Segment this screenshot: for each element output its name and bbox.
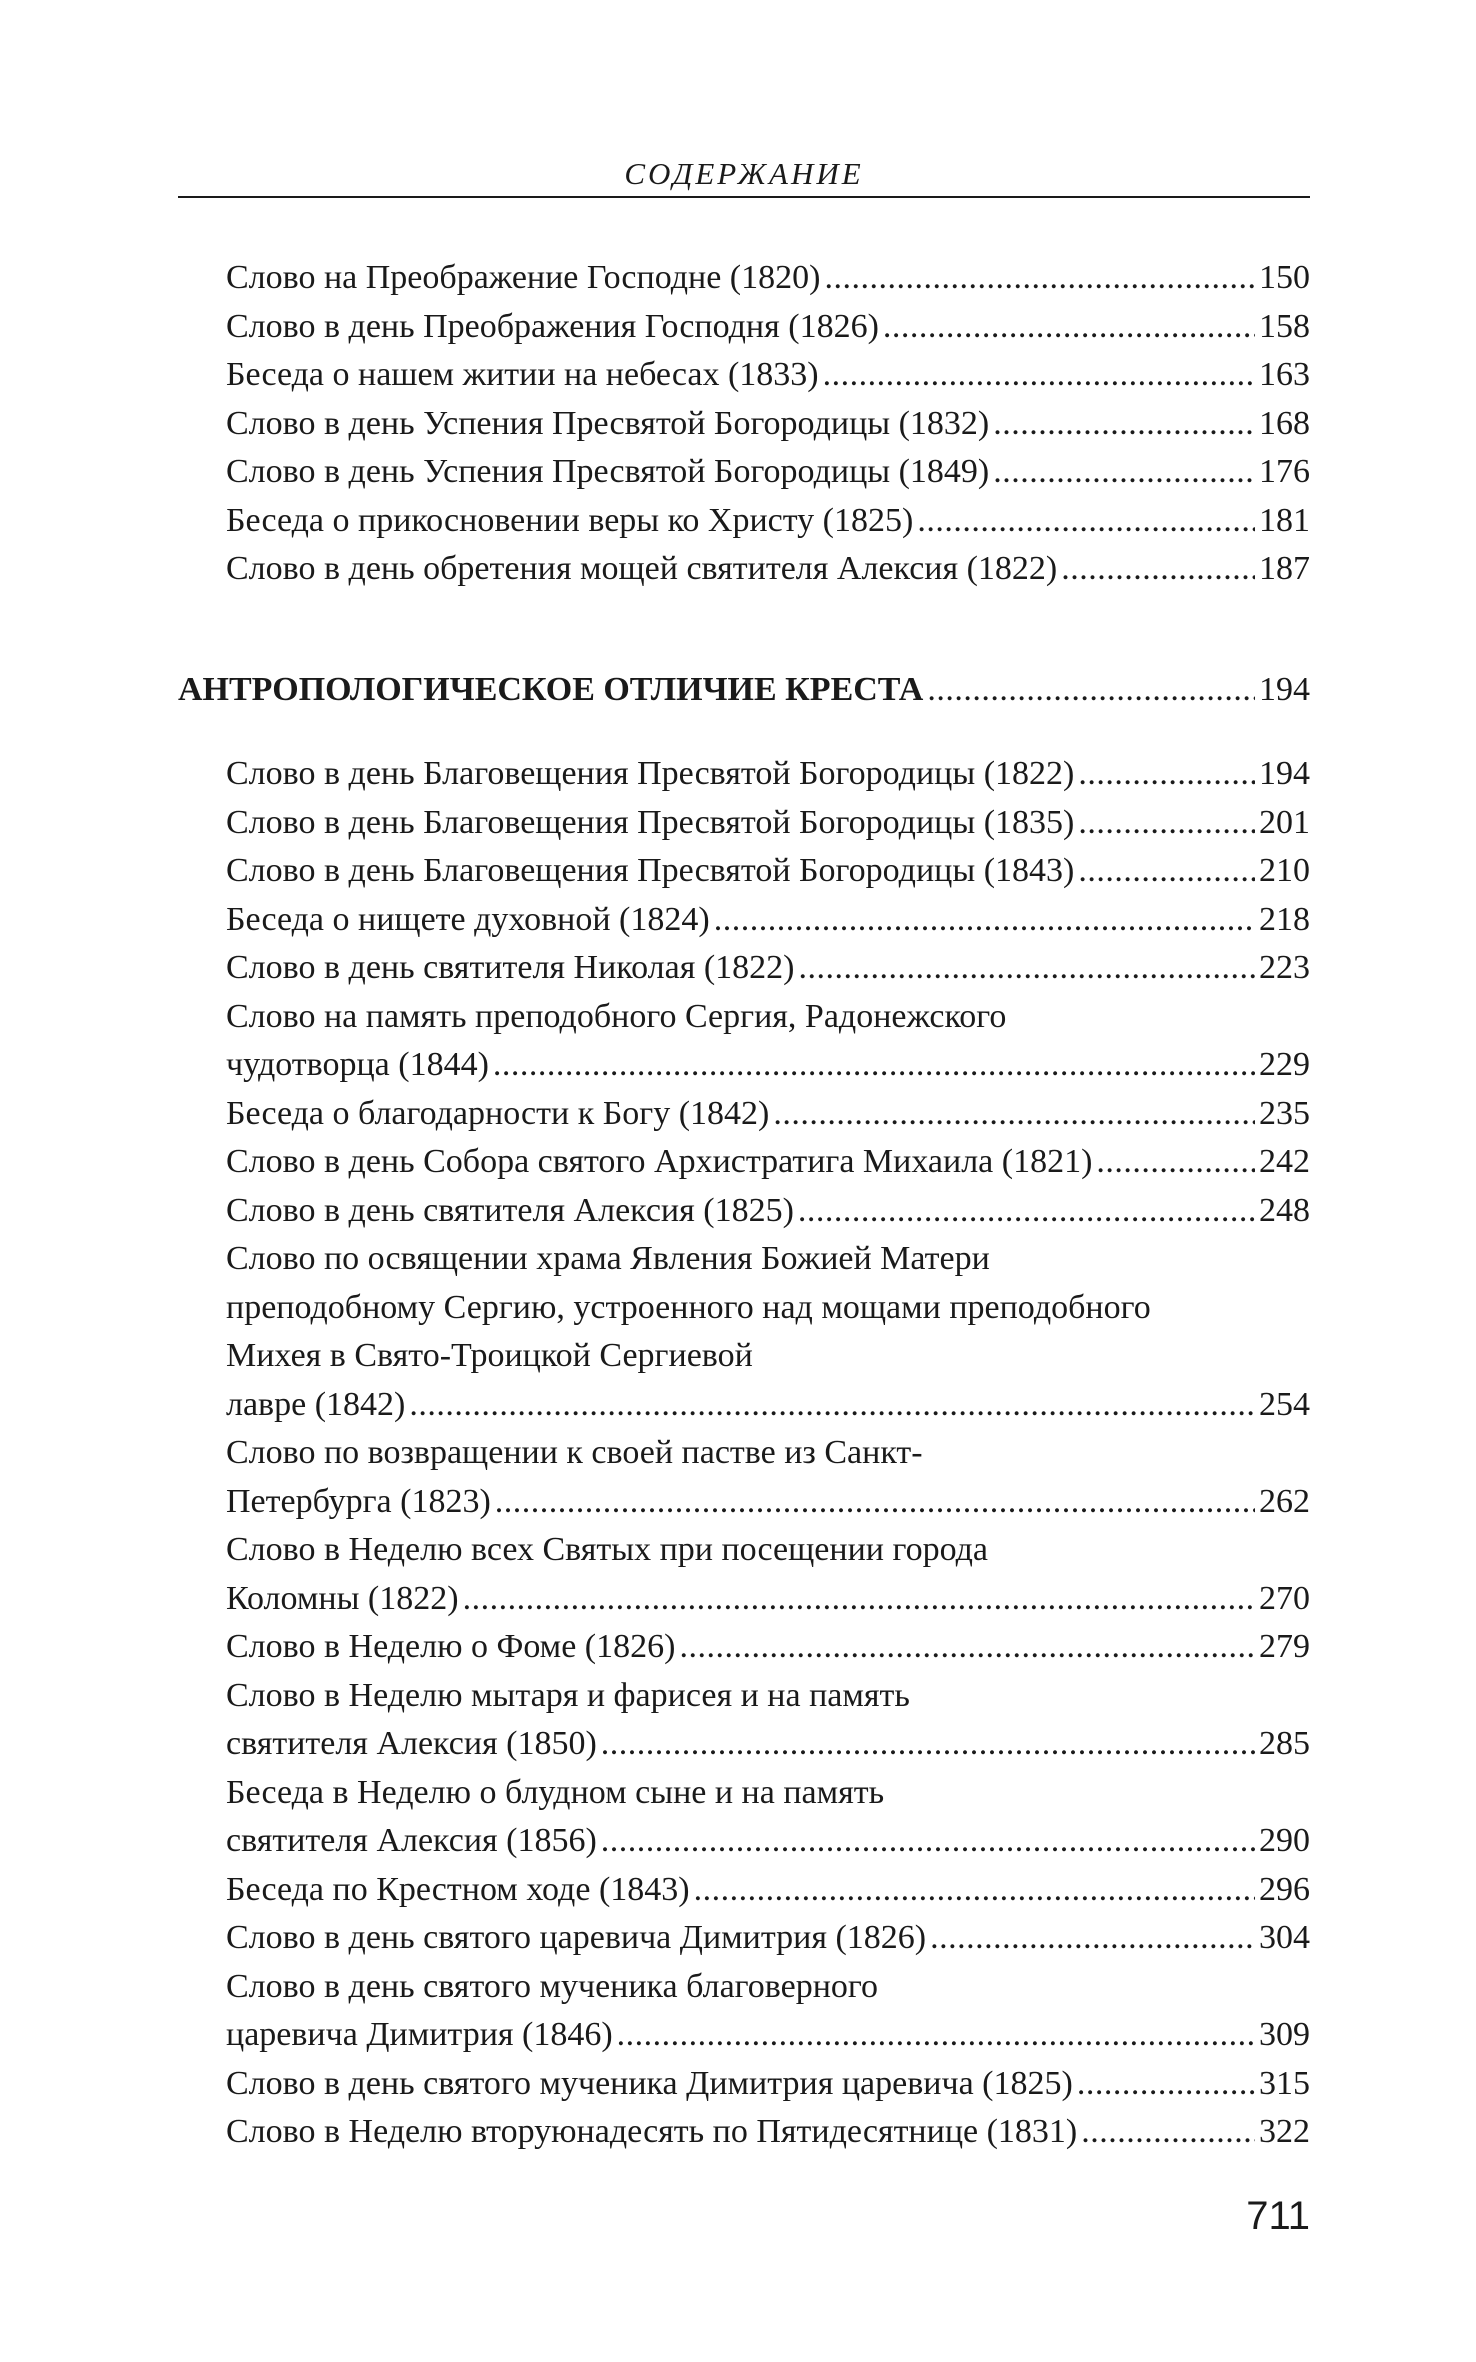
toc-entry bbox=[226, 750, 1310, 799]
toc-entry-last-line bbox=[226, 1720, 1310, 1769]
section-heading bbox=[178, 666, 1310, 714]
toc-entry-title-line: Слово в Неделю всех Святых при посещении города bbox=[226, 1531, 988, 1568]
toc-entry bbox=[226, 303, 1310, 352]
toc-entry-page: 163 bbox=[1259, 356, 1310, 393]
dot-leader bbox=[883, 303, 1255, 352]
toc-entry-title: Слово в день Успения Пресвятой Богородицы (1849) bbox=[226, 453, 990, 490]
dot-leader bbox=[463, 1575, 1255, 1624]
toc-entry bbox=[226, 1429, 1310, 1526]
toc-entry-page: 150 bbox=[1259, 259, 1310, 296]
toc-entry-title: святителя Алексия (1856) bbox=[226, 1822, 597, 1859]
toc-entry bbox=[226, 993, 1310, 1090]
toc-entry-last-line bbox=[226, 896, 1310, 945]
dot-leader bbox=[601, 1817, 1255, 1866]
toc-entry bbox=[226, 400, 1310, 449]
toc-entry bbox=[226, 799, 1310, 848]
toc-entry-title: царевича Димитрия (1846) bbox=[226, 2016, 613, 2053]
dot-leader bbox=[694, 1866, 1255, 1915]
toc-entry-title: Беседа о благодарности к Богу (1842) bbox=[226, 1094, 770, 1132]
toc-entry-title: лавре (1842) bbox=[226, 1385, 406, 1423]
dot-leader bbox=[1078, 750, 1255, 799]
toc-entry-last-line bbox=[226, 303, 1310, 352]
toc-entry-title: Петербурга (1823) bbox=[226, 1482, 491, 1520]
toc-entry-page: 262 bbox=[1259, 1482, 1310, 1520]
toc-entry-last-line bbox=[226, 1914, 1310, 1963]
toc-entry bbox=[226, 1090, 1310, 1139]
dot-leader bbox=[930, 1914, 1255, 1963]
toc-entry-title-line: Слово по возвращении к своей пастве из Санкт- bbox=[226, 1434, 923, 1471]
dot-leader bbox=[679, 1623, 1255, 1672]
toc-entry-title: чудотворца (1844) bbox=[226, 1046, 489, 1083]
toc-entry bbox=[226, 1187, 1310, 1236]
toc-entry-title: Беседа о нищете духовной (1824) bbox=[226, 900, 710, 938]
toc-entry-title-line: Слово на память преподобного Сергия, Радонежского bbox=[226, 997, 1007, 1035]
toc-entry-page: 223 bbox=[1259, 949, 1310, 986]
toc-entry-page: 210 bbox=[1259, 852, 1310, 889]
running-head-title: СОДЕРЖАНИЕ bbox=[624, 156, 864, 191]
toc-entry bbox=[226, 1623, 1310, 1672]
toc-entry-page: 290 bbox=[1259, 1822, 1310, 1859]
dot-leader bbox=[824, 254, 1255, 303]
dot-leader bbox=[714, 896, 1255, 945]
toc-entry-last-line bbox=[226, 1041, 1310, 1090]
toc-entry-last-line bbox=[226, 847, 1310, 896]
toc-entry bbox=[226, 896, 1310, 945]
toc-entry bbox=[226, 1963, 1310, 2060]
toc-entry-title: Слово в день обретения мощей святителя Алексия (1822) bbox=[226, 550, 1058, 587]
toc-entry-title-line: Беседа в Неделю о блудном сыне и на память bbox=[226, 1773, 885, 1811]
toc-entry-last-line bbox=[226, 1866, 1310, 1915]
toc-entry-last-line bbox=[226, 2060, 1310, 2109]
toc-entry-last-line bbox=[226, 1138, 1310, 1187]
dot-leader bbox=[993, 448, 1255, 497]
toc-entry-last-line bbox=[226, 799, 1310, 848]
toc-entry-title: Слово на Преображение Господне (1820) bbox=[226, 259, 821, 296]
toc-entry-last-line bbox=[226, 1381, 1310, 1430]
toc-entry bbox=[226, 448, 1310, 497]
toc-entry-title-line: преподобному Сергию, устроенного над мощами преподобного bbox=[226, 1288, 1151, 1326]
toc-entry-page: 229 bbox=[1259, 1046, 1310, 1083]
toc-entry-title-line: Слово в день святого мученика благоверного bbox=[226, 1967, 878, 2005]
toc-entry-last-line bbox=[226, 351, 1310, 400]
section-page: 194 bbox=[1259, 671, 1310, 708]
dot-leader bbox=[823, 351, 1255, 400]
toc-entry-page: 254 bbox=[1259, 1385, 1310, 1423]
toc-entry-page: 315 bbox=[1259, 2064, 1310, 2102]
dot-leader bbox=[798, 1187, 1255, 1236]
toc-entry-title: Слово в день Благовещения Пресвятой Богородицы (1822) bbox=[226, 755, 1075, 792]
toc-entry-title: Беседа о прикосновении веры ко Христу (1825) bbox=[226, 501, 914, 539]
toc-entry bbox=[226, 545, 1310, 594]
dot-leader bbox=[495, 1478, 1255, 1527]
dot-leader bbox=[493, 1041, 1255, 1090]
toc-entry bbox=[226, 351, 1310, 400]
toc-entry-page: 242 bbox=[1259, 1143, 1310, 1180]
dot-leader bbox=[601, 1720, 1255, 1769]
toc-entry-title: Слово в день Преображения Господня (1826) bbox=[226, 307, 879, 345]
toc-entry-last-line bbox=[226, 2108, 1310, 2157]
toc-entry bbox=[226, 1914, 1310, 1963]
toc-entry-page: 181 bbox=[1259, 501, 1310, 539]
toc-entry-page: 248 bbox=[1259, 1191, 1310, 1229]
header-rule bbox=[178, 196, 1310, 198]
dot-leader bbox=[1077, 2060, 1255, 2109]
toc-entry-page: 279 bbox=[1259, 1628, 1310, 1665]
toc-entry-page: 176 bbox=[1259, 453, 1310, 490]
toc-entry-last-line bbox=[226, 750, 1310, 799]
toc-entry-page: 218 bbox=[1259, 900, 1310, 938]
toc-entry-page: 285 bbox=[1259, 1725, 1310, 1762]
dot-leader bbox=[1061, 545, 1255, 594]
toc-entry-last-line bbox=[226, 254, 1310, 303]
toc-entry-title-line: Михея в Свято-Троицкой Сергиевой bbox=[226, 1337, 753, 1374]
toc-entry bbox=[226, 1138, 1310, 1187]
section-title: АНТРОПОЛОГИЧЕСКОЕ ОТЛИЧИЕ КРЕСТА bbox=[178, 671, 924, 708]
toc-entry bbox=[226, 2108, 1310, 2157]
toc-entry-page: 304 bbox=[1259, 1919, 1310, 1956]
toc-entry-title: святителя Алексия (1850) bbox=[226, 1725, 597, 1762]
toc-entry-last-line bbox=[226, 1575, 1310, 1624]
toc-entry bbox=[226, 1672, 1310, 1769]
toc-entry-page: 235 bbox=[1259, 1094, 1310, 1132]
toc-entry bbox=[226, 944, 1310, 993]
toc-entry-title: Беседа о нашем житии на небесах (1833) bbox=[226, 356, 819, 393]
toc-entry-last-line bbox=[226, 2011, 1310, 2060]
toc-entry-last-line bbox=[226, 497, 1310, 546]
dot-leader bbox=[799, 944, 1256, 993]
dot-leader bbox=[1081, 2108, 1255, 2157]
toc-entry-page: 201 bbox=[1259, 803, 1310, 841]
toc-entry-title: Слово в Неделю о Фоме (1826) bbox=[226, 1628, 676, 1665]
dot-leader bbox=[1078, 847, 1255, 896]
dot-leader bbox=[917, 497, 1255, 546]
dot-leader bbox=[617, 2011, 1255, 2060]
toc-entry-title: Слово в день Собора святого Архистратига Михаила (1821) bbox=[226, 1143, 1093, 1180]
toc-entry-last-line bbox=[226, 400, 1310, 449]
toc-entry-title: Слово в день Благовещения Пресвятой Богородицы (1843) bbox=[226, 852, 1075, 889]
dot-leader bbox=[927, 666, 1255, 714]
toc-entry-page: 309 bbox=[1259, 2016, 1310, 2053]
toc-entry bbox=[226, 1235, 1310, 1429]
toc-entry-last-line bbox=[226, 545, 1310, 594]
toc-entry bbox=[226, 847, 1310, 896]
toc-entry-page: 194 bbox=[1259, 755, 1310, 792]
toc-entry-title: Слово в день святителя Алексия (1825) bbox=[226, 1191, 794, 1229]
toc-entry-page: 296 bbox=[1259, 1870, 1310, 1908]
toc-entry-last-line bbox=[226, 1817, 1310, 1866]
toc-entry-last-line bbox=[226, 1187, 1310, 1236]
toc-entry bbox=[226, 1526, 1310, 1623]
toc-entry-title-line: Слово по освящении храма Явления Божией Матери bbox=[226, 1240, 990, 1277]
dot-leader bbox=[773, 1090, 1255, 1139]
toc-entry-page: 168 bbox=[1259, 404, 1310, 442]
toc-entry-title-line: Слово в Неделю мытаря и фарисея и на память bbox=[226, 1676, 910, 1714]
toc-entry-title: Коломны (1822) bbox=[226, 1579, 459, 1617]
toc-entry-page: 158 bbox=[1259, 307, 1310, 345]
dot-leader bbox=[1078, 799, 1255, 848]
toc-entry-last-line bbox=[226, 1623, 1310, 1672]
toc-entry-title: Слово в день святого царевича Димитрия (1826) bbox=[226, 1919, 927, 1956]
toc-entry-title: Слово в день Успения Пресвятой Богородицы (1832) bbox=[226, 404, 990, 442]
toc-entry bbox=[226, 1769, 1310, 1866]
dot-leader bbox=[409, 1381, 1255, 1430]
toc-entry-last-line bbox=[226, 448, 1310, 497]
page-number: 711 bbox=[1246, 2194, 1310, 2238]
toc-entry-last-line bbox=[226, 1478, 1310, 1527]
toc-entry-page: 270 bbox=[1259, 1579, 1310, 1617]
toc-entry-last-line bbox=[226, 1090, 1310, 1139]
toc-entry-title: Слово в Неделю вторуюнадесять по Пятидесятнице (1831) bbox=[226, 2113, 1078, 2150]
toc-entry-last-line bbox=[226, 944, 1310, 993]
toc-entry-title: Слово в день святителя Николая (1822) bbox=[226, 949, 795, 986]
dot-leader bbox=[993, 400, 1255, 449]
toc-entry bbox=[226, 254, 1310, 303]
toc-entry bbox=[226, 1866, 1310, 1915]
dot-leader bbox=[1096, 1138, 1255, 1187]
toc-entry bbox=[226, 497, 1310, 546]
toc-entry-title: Слово в день святого мученика Димитрия царевича (1825) bbox=[226, 2064, 1073, 2102]
toc-entry-page: 322 bbox=[1259, 2113, 1310, 2150]
toc-entry bbox=[226, 2060, 1310, 2109]
toc-entry-page: 187 bbox=[1259, 550, 1310, 587]
toc-entry-title: Беседа по Крестном ходе (1843) bbox=[226, 1870, 690, 1908]
toc-entry-title: Слово в день Благовещения Пресвятой Богородицы (1835) bbox=[226, 803, 1075, 841]
